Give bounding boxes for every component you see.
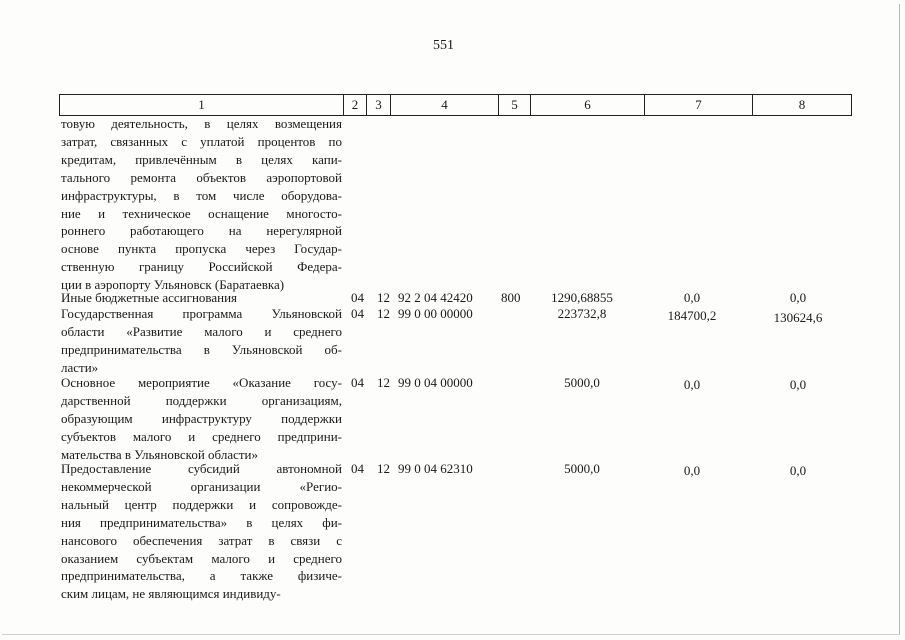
- desc-line: оказанием субъектам малого и среднего: [61, 550, 342, 566]
- cell-section: 04: [351, 290, 364, 305]
- row-description: [61, 374, 342, 464]
- desc-line: основе пункта пропуска через Государ-: [61, 241, 342, 257]
- desc-line: предпринимательства, а также физиче-: [61, 568, 342, 584]
- row-description: [61, 305, 342, 377]
- column-header-7: 7: [645, 95, 753, 115]
- column-header-5: 5: [499, 95, 531, 115]
- desc-line: роннего работающего на нерегулярной: [61, 223, 342, 239]
- desc-line: дарственной поддержки организациям,: [61, 392, 342, 408]
- cell-amount-2: 0,0: [683, 377, 701, 392]
- column-header-4: 4: [391, 95, 499, 115]
- cell-amount-3: 0,0: [789, 290, 807, 305]
- cell-target-code: 99 0 04 62310: [398, 461, 473, 476]
- cell-expense-type: 800: [501, 290, 521, 305]
- cell-amount-3: 0,0: [789, 377, 807, 392]
- cell-section: 04: [351, 306, 364, 321]
- cell-subsection: 12: [377, 461, 390, 476]
- desc-line: Основное мероприятие «Оказание госу-: [61, 375, 342, 390]
- cell-amount-1: 5000,0: [564, 375, 600, 390]
- cell-target-code: 99 0 04 00000: [398, 375, 473, 390]
- desc-line: кредитам, привлечённым в целях капи-: [61, 151, 342, 167]
- cell-amount-2: 0,0: [683, 463, 701, 478]
- cell-section: 04: [351, 375, 364, 390]
- column-header-1: 1: [60, 95, 344, 115]
- desc-line: ние и техническое оснащение многосто-: [61, 205, 342, 221]
- desc-line: ским лицам, не являющимся индивиду-: [61, 586, 281, 602]
- row-description: [61, 460, 342, 603]
- column-header-row: [59, 94, 852, 116]
- page-number: 551: [433, 38, 454, 53]
- cell-amount-2: 0,0: [683, 290, 701, 305]
- cell-subsection: 12: [377, 290, 390, 305]
- desc-line: мательства в Ульяновской области»: [61, 446, 259, 462]
- desc-line: Государственная программа Ульяновской: [61, 306, 342, 321]
- desc-line: образующим инфраструктуру поддержки: [61, 410, 342, 426]
- cell-amount-3: 130624,6: [773, 310, 823, 325]
- column-header-2: 2: [344, 95, 367, 115]
- cell-amount-1: 5000,0: [564, 461, 600, 476]
- desc-line: ния предпринимательства» в целях фи-: [61, 514, 342, 530]
- cell-amount-1: 223732,8: [557, 306, 607, 321]
- desc-line: области «Развитие малого и среднего: [61, 323, 342, 339]
- desc-line: субъектов малого и среднего предприни-: [61, 428, 342, 444]
- row-description: [61, 115, 342, 294]
- cell-amount-3: 0,0: [789, 463, 807, 478]
- desc-line: нансового обеспечения затрат в связи с: [61, 532, 342, 548]
- desc-line: нальный центр поддержки и сопровожде-: [61, 496, 342, 512]
- column-header-3: 3: [367, 95, 391, 115]
- desc-line: некоммерческой организации «Регио-: [61, 478, 342, 494]
- desc-line: товую деятельность, в целях возмещения: [61, 116, 342, 131]
- desc-line: тального ремонта объектов аэропортовой: [61, 169, 342, 185]
- cell-subsection: 12: [377, 306, 390, 321]
- desc-line: Иные бюджетные ассигнования: [61, 290, 238, 305]
- cell-amount-1: 1290,68855: [551, 290, 613, 305]
- desc-line: Предоставление субсидий автономной: [61, 461, 342, 476]
- cell-amount-2: 184700,2: [667, 308, 717, 323]
- column-header-8: 8: [798, 97, 806, 112]
- column-header-6: 6: [531, 95, 645, 115]
- desc-line: ции в аэропорту Ульяновск (Баратаевка): [61, 277, 285, 293]
- cell-subsection: 12: [377, 375, 390, 390]
- desc-line: инфраструктуры, в том числе оборудова-: [61, 187, 342, 203]
- desc-line: предпринимательства в Ульяновской об-: [61, 341, 342, 357]
- desc-line: затрат, связанных с уплатой процентов по: [61, 133, 342, 149]
- cell-target-code: 99 0 00 00000: [398, 306, 473, 321]
- desc-line: ственную границу Российской Федера-: [61, 259, 342, 275]
- desc-line: ласти»: [61, 359, 99, 375]
- cell-target-code: 92 2 04 42420: [398, 290, 473, 305]
- cell-section: 04: [351, 461, 364, 476]
